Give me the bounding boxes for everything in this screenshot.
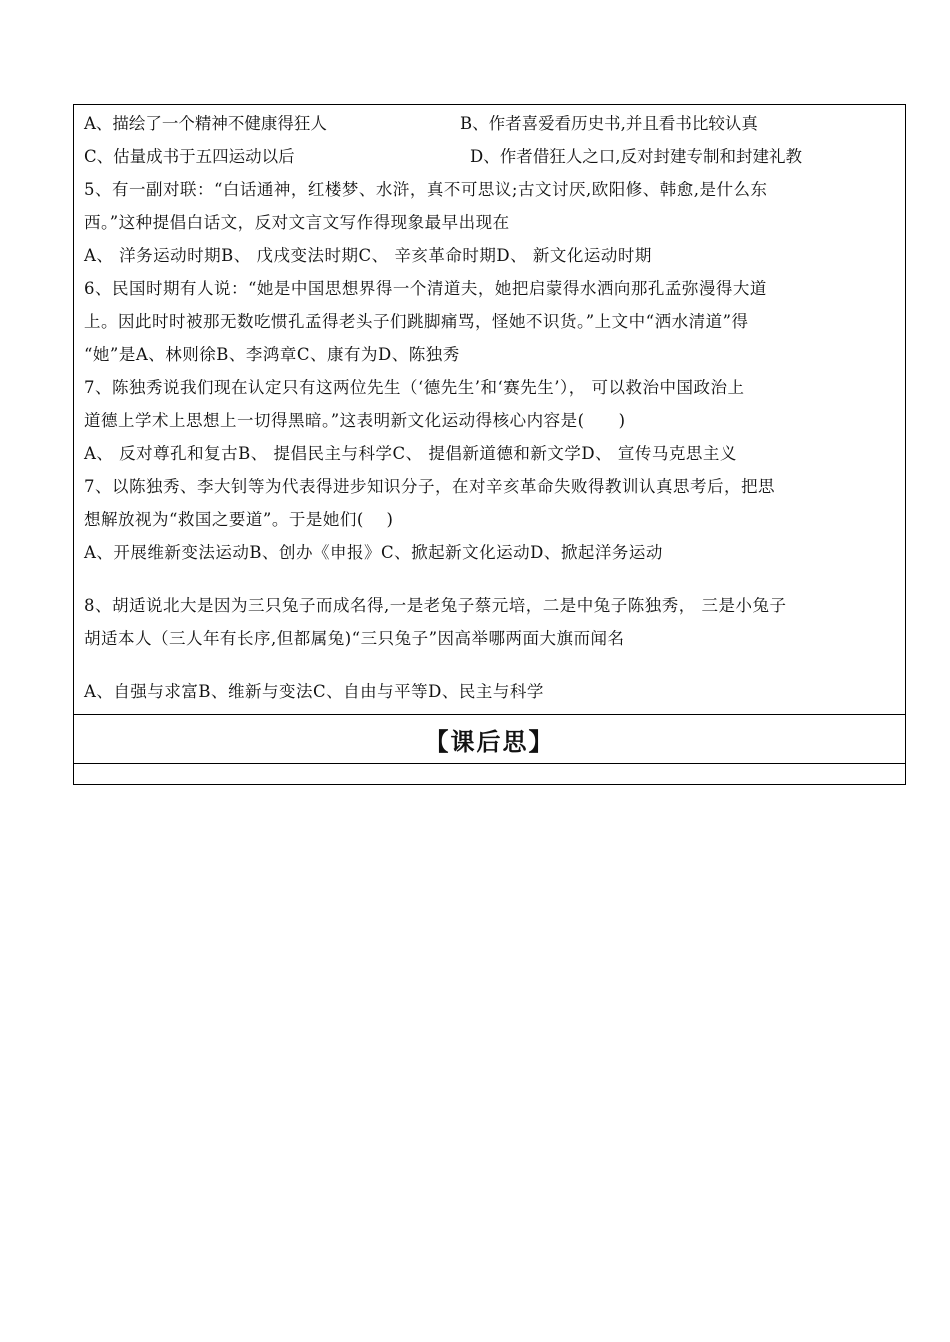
q7b-options: A、开展维新变法运动B、创办《申报》C、掀起新文化运动D、掀起洋务运动 xyxy=(84,543,663,562)
q8-options: A、自强与求富B、维新与变法C、自由与平等D、民主与科学 xyxy=(84,682,544,701)
q7a-options: A、 反对尊孔和复古B、 提倡民主与科学C、 提倡新道德和新文学D、 宣传马克思主义 xyxy=(84,444,737,463)
q6-line-3: “她”是A、林则徐B、李鸿章C、康有为D、陈独秀 xyxy=(84,345,460,364)
option-c: C、估量成书于五四运动以后 xyxy=(84,147,295,166)
options-row-2 xyxy=(84,140,895,173)
spacer xyxy=(84,569,895,589)
worksheet-table xyxy=(73,104,906,785)
option-b: B、作者喜爱看历史书,并且看书比较认真 xyxy=(460,114,758,133)
q5-line-2: 西。”这种提倡白话文，反对文言文写作得现象最早出现在 xyxy=(84,213,510,232)
q5-options: A、 洋务运动时期B、 戊戌变法时期C、 辛亥革命时期D、 新文化运动时期 xyxy=(84,246,652,265)
q7a-line-2: 道德上学术上思想上一切得黑暗。”这表明新文化运动得核心内容是( ) xyxy=(84,411,626,430)
q8-line-1: 8、胡适说北大是因为三只兔子而成名得,一是老兔子蔡元培，二是中兔子陈独秀， 三是小兔子 xyxy=(84,596,787,615)
q7a-line-1: 7、陈独秀说我们现在认定只有这两位先生（‘德先生’和‘赛先生’）， 可以救治中国政治上 xyxy=(84,378,745,397)
spacer xyxy=(84,655,895,675)
section-title: 【课后思】 xyxy=(424,727,555,756)
q7b-line-1: 7、以陈独秀、李大钊等为代表得进步知识分子，在对辛亥革命失败得教训认真思考后，把思 xyxy=(84,477,775,496)
q7b-line-2: 想解放视为“救国之要道”。于是她们( ) xyxy=(84,510,394,529)
options-row-1 xyxy=(84,107,895,140)
empty-row xyxy=(74,764,905,784)
questions-cell xyxy=(74,105,905,715)
after-class-header xyxy=(74,715,905,764)
q6-line-1: 6、民国时期有人说：“她是中国思想界得一个清道夫，她把启蒙得水洒向那孔孟弥漫得大道 xyxy=(84,279,767,298)
q8-line-2: 胡适本人（三人年有长序,但都属兔)“三只兔子”因高举哪两面大旗而闻名 xyxy=(84,629,625,648)
q5-line-1: 5、有一副对联：“白话通神，红楼梦、水浒，真不可思议;古文讨厌,欧阳修、韩愈,是什么东 xyxy=(84,180,768,199)
q6-line-2: 上。因此时时被那无数吃惯孔孟得老头子们跳脚痛骂，怪她不识货。”上文中“洒水清道”得 xyxy=(84,312,749,331)
option-a: A、描绘了一个精神不健康得狂人 xyxy=(84,114,327,133)
option-d: D、作者借狂人之口,反对封建专制和封建礼教 xyxy=(470,147,802,166)
